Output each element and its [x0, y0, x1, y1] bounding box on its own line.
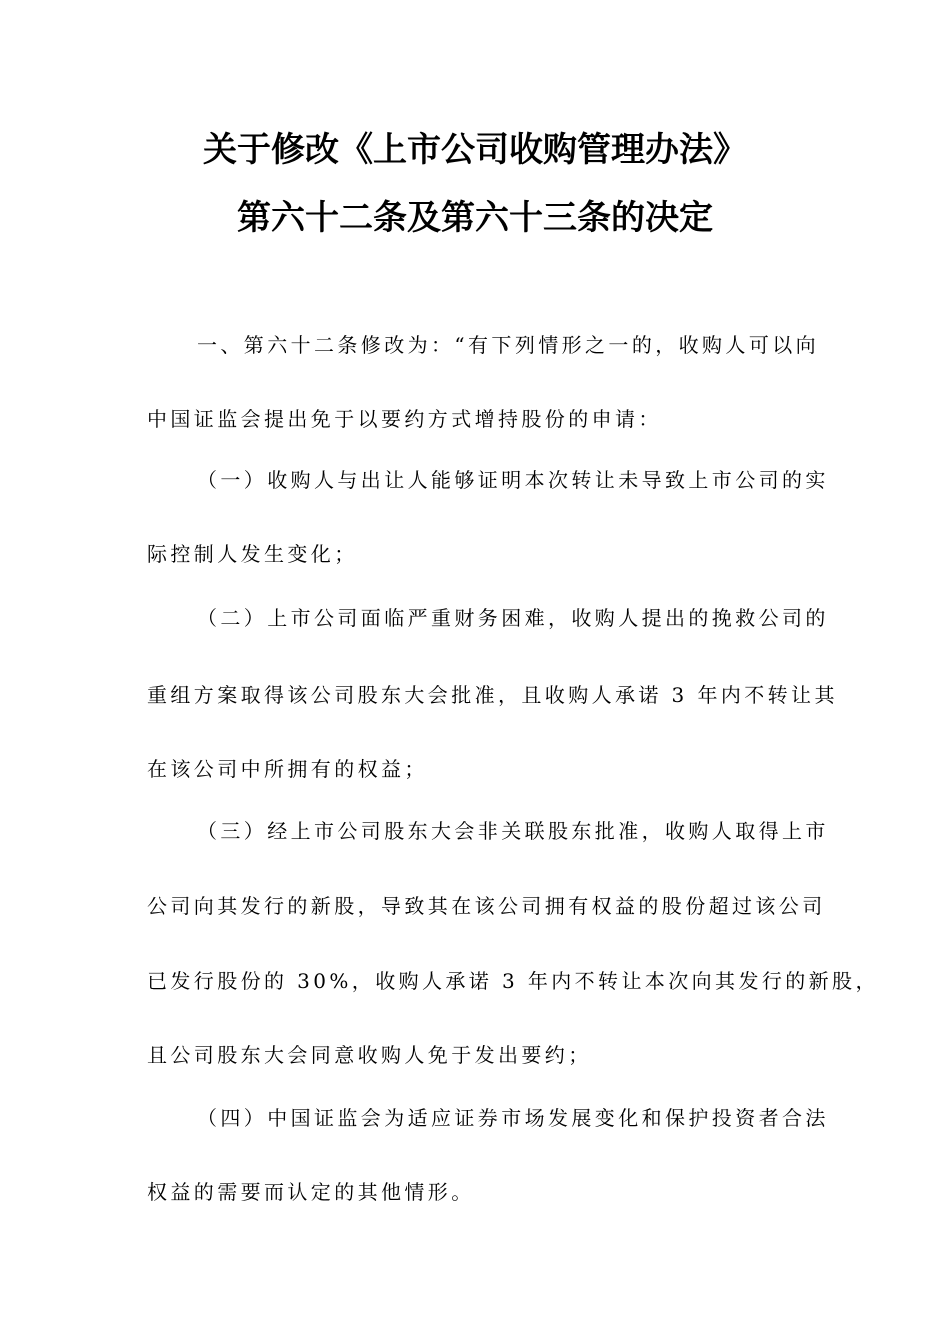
paragraph-article-62-intro-cont: 中国证监会提出免于以要约方式增持股份的申请： [147, 407, 662, 431]
paragraph-item-4: （四）中国证监会为适应证券市场发展变化和保护投资者合法 [197, 1106, 829, 1130]
document-title-line-1: 关于修改《上市公司收购管理办法》 [203, 130, 747, 170]
paragraph-item-3-cont-3: 且公司股东大会同意收购人免于发出要约； [147, 1043, 592, 1067]
paragraph-item-3-cont-1: 公司向其发行的新股，导致其在该公司拥有权益的股份超过该公司 [147, 894, 826, 918]
paragraph-article-62-intro: 一、第六十二条修改为：“有下列情形之一的，收购人可以向 [197, 333, 820, 357]
paragraph-item-2: （二）上市公司面临严重财务困难，收购人提出的挽救公司的 [197, 606, 829, 630]
paragraph-item-2-cont-1: 重组方案取得该公司股东大会批准，且收购人承诺 3 年内不转让其 [147, 683, 838, 707]
paragraph-item-3: （三）经上市公司股东大会非关联股东批准，收购人取得上市 [197, 819, 829, 843]
paragraph-item-2-cont-2: 在该公司中所拥有的权益； [147, 757, 428, 781]
paragraph-item-4-cont: 权益的需要而认定的其他情形。 [147, 1180, 475, 1204]
paragraph-item-1: （一）收购人与出让人能够证明本次转让未导致上市公司的实 [197, 468, 829, 492]
document-title-line-2: 第六十二条及第六十三条的决定 [237, 198, 713, 238]
paragraph-item-1-cont: 际控制人发生变化； [147, 542, 358, 566]
paragraph-item-3-cont-2: 已发行股份的 30%，收购人承诺 3 年内不转让本次向其发行的新股， [147, 969, 879, 993]
